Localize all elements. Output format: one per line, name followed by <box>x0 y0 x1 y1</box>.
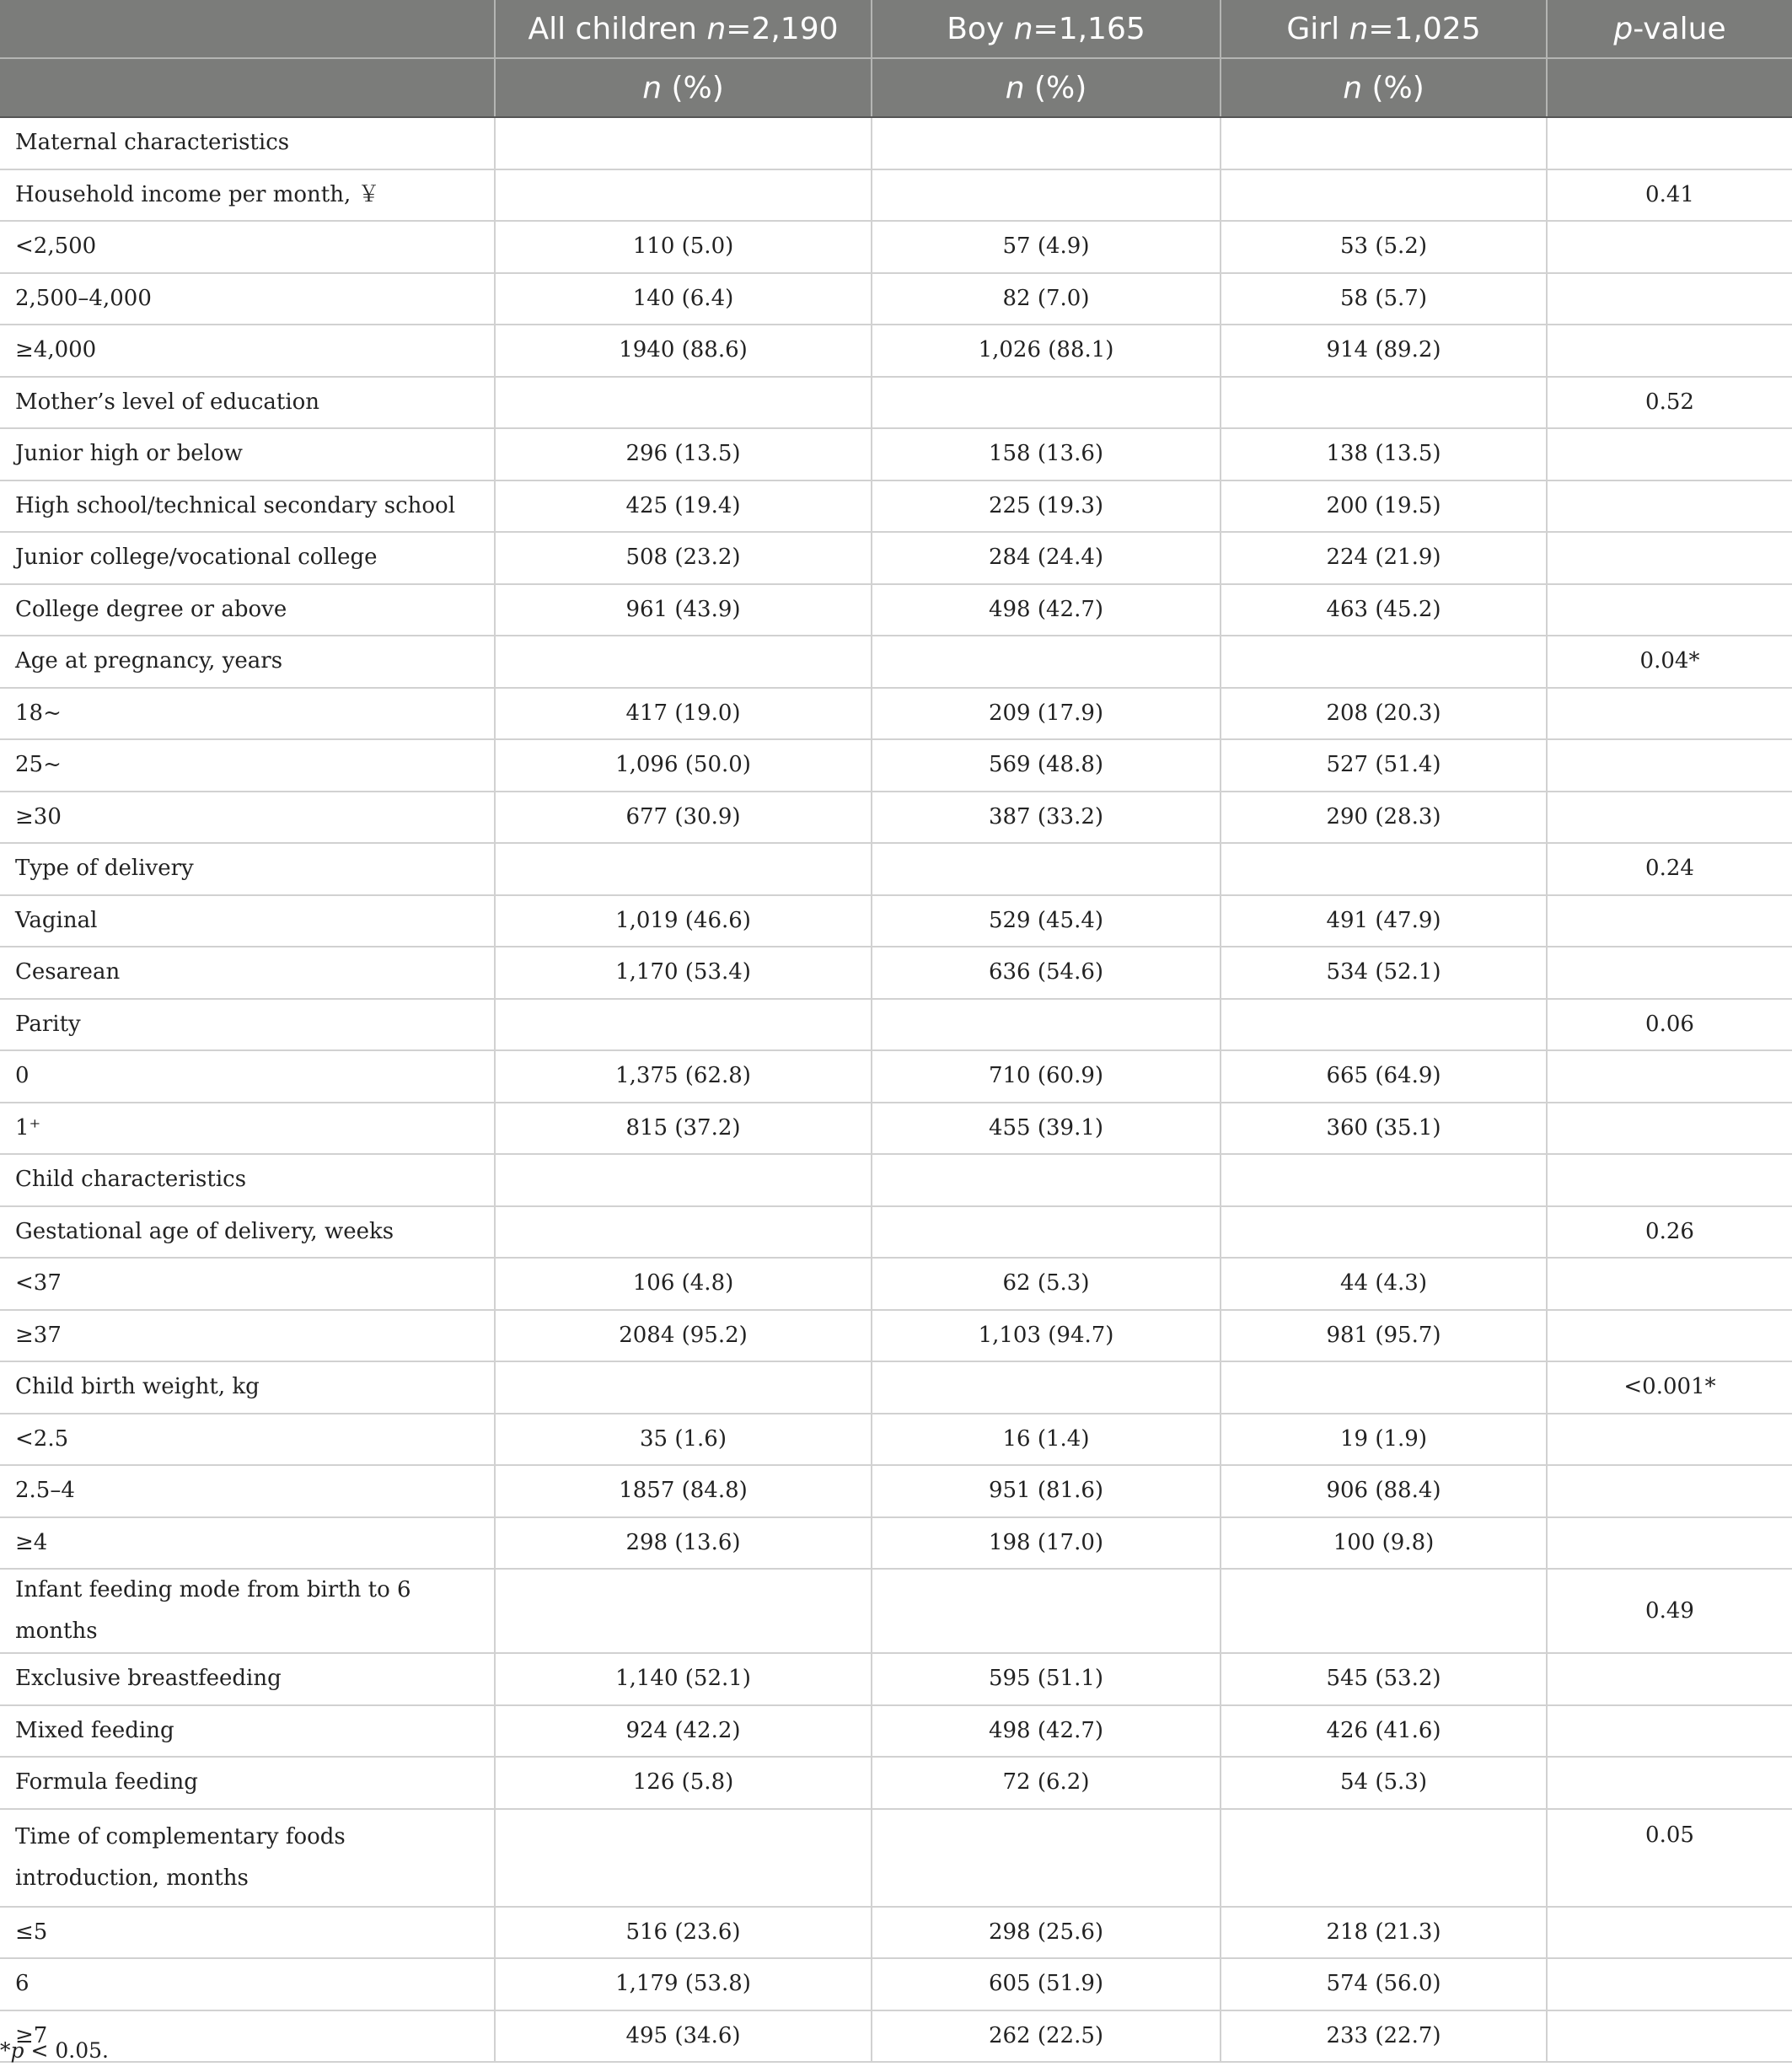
row-label: 6 <box>0 1958 495 2010</box>
subheader-boy-n-percent: n (%) <box>872 58 1221 117</box>
cell-all-children <box>495 1361 872 1414</box>
cell-p-value <box>1547 1310 1792 1362</box>
row-label: ≥30 <box>0 792 495 844</box>
row-label: 2.5–4 <box>0 1465 495 1517</box>
cell-all-children: 417 (19.0) <box>495 688 872 740</box>
cell-girl: 527 (51.4) <box>1221 739 1547 792</box>
cell-all-children: 1940 (88.6) <box>495 325 872 377</box>
cell-all-children: 516 (23.6) <box>495 1907 872 1959</box>
cell-boy: 284 (24.4) <box>872 532 1221 584</box>
table-row <box>0 1258 1792 1310</box>
row-label: 0 <box>0 1050 495 1103</box>
cell-all-children: 1857 (84.8) <box>495 1465 872 1517</box>
table-row <box>0 1154 1792 1206</box>
cell-all-children <box>495 843 872 895</box>
cell-girl: 218 (21.3) <box>1221 1907 1547 1959</box>
cell-p-value <box>1547 480 1792 533</box>
row-label: Mother’s level of education <box>0 377 495 429</box>
cell-boy <box>872 377 1221 429</box>
cell-p-value <box>1547 273 1792 325</box>
cell-boy: 298 (25.6) <box>872 1907 1221 1959</box>
cell-girl <box>1221 1569 1547 1653</box>
table-row <box>0 480 1792 533</box>
cell-p-value <box>1547 1958 1792 2010</box>
table-row <box>0 1310 1792 1362</box>
row-label: ≥4,000 <box>0 325 495 377</box>
row-label: Formula feeding <box>0 1757 495 1809</box>
header-label-blank <box>0 0 495 58</box>
cell-all-children: 106 (4.8) <box>495 1258 872 1310</box>
row-label: College degree or above <box>0 584 495 636</box>
row-label: 1⁺ <box>0 1103 495 1155</box>
cell-boy: 605 (51.9) <box>872 1958 1221 2010</box>
cell-boy: 16 (1.4) <box>872 1414 1221 1466</box>
cell-girl <box>1221 636 1547 688</box>
cell-all-children: 35 (1.6) <box>495 1414 872 1466</box>
cell-girl: 360 (35.1) <box>1221 1103 1547 1155</box>
row-label: Gestational age of delivery, weeks <box>0 1206 495 1259</box>
table-body <box>0 117 1792 2062</box>
header-girl: Girl n=1,025 <box>1221 0 1547 58</box>
cell-boy: 569 (48.8) <box>872 739 1221 792</box>
subheader-girl-n-percent: n (%) <box>1221 58 1547 117</box>
cell-boy <box>872 1569 1221 1653</box>
row-label: High school/technical secondary school <box>0 480 495 533</box>
row-label: Junior college/vocational college <box>0 532 495 584</box>
cell-all-children: 1,375 (62.8) <box>495 1050 872 1103</box>
cell-girl: 19 (1.9) <box>1221 1414 1547 1466</box>
header-row-2 <box>0 58 1792 117</box>
table-row <box>0 377 1792 429</box>
row-label: Household income per month, ￥ <box>0 169 495 222</box>
cell-p-value: 0.24 <box>1547 843 1792 895</box>
cell-girl: 290 (28.3) <box>1221 792 1547 844</box>
row-label: <2,500 <box>0 221 495 273</box>
row-label: ≤5 <box>0 1907 495 1959</box>
cell-girl: 534 (52.1) <box>1221 947 1547 999</box>
subheader-label-blank <box>0 58 495 117</box>
cell-girl <box>1221 1154 1547 1206</box>
cell-girl: 44 (4.3) <box>1221 1258 1547 1310</box>
cell-all-children: 126 (5.8) <box>495 1757 872 1809</box>
table-row <box>0 273 1792 325</box>
row-label: Exclusive breastfeeding <box>0 1653 495 1705</box>
cell-p-value <box>1547 1705 1792 1758</box>
cell-girl <box>1221 117 1547 169</box>
table-row <box>0 221 1792 273</box>
row-label: Child characteristics <box>0 1154 495 1206</box>
cell-all-children <box>495 636 872 688</box>
row-label: Infant feeding mode from birth to 6 months <box>0 1569 495 1653</box>
cell-girl: 545 (53.2) <box>1221 1653 1547 1705</box>
cell-p-value <box>1547 1517 1792 1570</box>
cell-girl <box>1221 1206 1547 1259</box>
cell-p-value <box>1547 1103 1792 1155</box>
cell-boy <box>872 117 1221 169</box>
table-row <box>0 1757 1792 1809</box>
cell-all-children: 508 (23.2) <box>495 532 872 584</box>
cell-boy: 529 (45.4) <box>872 895 1221 947</box>
cell-girl: 906 (88.4) <box>1221 1465 1547 1517</box>
footnote: *p < 0.05. <box>0 2038 109 2063</box>
cell-girl <box>1221 377 1547 429</box>
cell-boy <box>872 169 1221 222</box>
row-label: Vaginal <box>0 895 495 947</box>
cell-boy: 62 (5.3) <box>872 1258 1221 1310</box>
cell-boy: 262 (22.5) <box>872 2010 1221 2063</box>
cell-boy: 951 (81.6) <box>872 1465 1221 1517</box>
row-label: Mixed feeding <box>0 1705 495 1758</box>
row-label: <37 <box>0 1258 495 1310</box>
cell-all-children: 495 (34.6) <box>495 2010 872 2063</box>
cell-boy <box>872 999 1221 1051</box>
cell-boy: 209 (17.9) <box>872 688 1221 740</box>
cell-boy <box>872 1809 1221 1907</box>
cell-all-children <box>495 117 872 169</box>
cell-p-value <box>1547 1258 1792 1310</box>
table-row <box>0 1569 1792 1653</box>
cell-all-children: 1,019 (46.6) <box>495 895 872 947</box>
cell-girl: 54 (5.3) <box>1221 1757 1547 1809</box>
cell-p-value <box>1547 1465 1792 1517</box>
cell-all-children: 1,179 (53.8) <box>495 1958 872 2010</box>
cell-boy: 498 (42.7) <box>872 584 1221 636</box>
cell-p-value <box>1547 739 1792 792</box>
table-row <box>0 117 1792 169</box>
cell-p-value <box>1547 1653 1792 1705</box>
cell-girl <box>1221 1809 1547 1907</box>
cell-boy: 498 (42.7) <box>872 1705 1221 1758</box>
cell-girl: 53 (5.2) <box>1221 221 1547 273</box>
cell-girl: 138 (13.5) <box>1221 428 1547 480</box>
cell-all-children: 924 (42.2) <box>495 1705 872 1758</box>
row-label: Child birth weight, kg <box>0 1361 495 1414</box>
cell-p-value <box>1547 117 1792 169</box>
cell-boy: 710 (60.9) <box>872 1050 1221 1103</box>
cell-girl <box>1221 169 1547 222</box>
cell-all-children: 110 (5.0) <box>495 221 872 273</box>
row-label: Type of delivery <box>0 843 495 895</box>
table-row <box>0 636 1792 688</box>
cell-girl: 491 (47.9) <box>1221 895 1547 947</box>
table-row <box>0 1361 1792 1414</box>
table-row <box>0 1050 1792 1103</box>
cell-p-value <box>1547 221 1792 273</box>
table-row <box>0 1705 1792 1758</box>
cell-p-value <box>1547 1907 1792 1959</box>
cell-girl: 914 (89.2) <box>1221 325 1547 377</box>
cell-all-children: 425 (19.4) <box>495 480 872 533</box>
cell-p-value: 0.52 <box>1547 377 1792 429</box>
table-row <box>0 325 1792 377</box>
table-header <box>0 0 1792 117</box>
row-label: ≥37 <box>0 1310 495 1362</box>
cell-all-children: 140 (6.4) <box>495 273 872 325</box>
cell-p-value <box>1547 428 1792 480</box>
cell-girl <box>1221 999 1547 1051</box>
cell-boy: 636 (54.6) <box>872 947 1221 999</box>
row-label: Junior high or below <box>0 428 495 480</box>
subheader-p-blank <box>1547 58 1792 117</box>
header-boy: Boy n=1,165 <box>872 0 1221 58</box>
cell-all-children: 1,170 (53.4) <box>495 947 872 999</box>
cell-p-value: <0.001* <box>1547 1361 1792 1414</box>
row-label: Time of complementary foods introduction, months <box>0 1809 495 1907</box>
table-row <box>0 1958 1792 2010</box>
cell-girl: 463 (45.2) <box>1221 584 1547 636</box>
cell-all-children: 677 (30.9) <box>495 792 872 844</box>
cell-girl <box>1221 1361 1547 1414</box>
cell-boy: 1,026 (88.1) <box>872 325 1221 377</box>
cell-all-children: 961 (43.9) <box>495 584 872 636</box>
row-label: 2,500–4,000 <box>0 273 495 325</box>
table-row <box>0 1465 1792 1517</box>
cell-all-children <box>495 1154 872 1206</box>
cell-girl: 665 (64.9) <box>1221 1050 1547 1103</box>
cell-girl: 58 (5.7) <box>1221 273 1547 325</box>
cell-all-children <box>495 1809 872 1907</box>
cell-boy: 72 (6.2) <box>872 1757 1221 1809</box>
cell-p-value <box>1547 1154 1792 1206</box>
cell-p-value <box>1547 895 1792 947</box>
table-row <box>0 895 1792 947</box>
table-row <box>0 1653 1792 1705</box>
row-label: ≥4 <box>0 1517 495 1570</box>
cell-all-children: 296 (13.5) <box>495 428 872 480</box>
cell-boy: 1,103 (94.7) <box>872 1310 1221 1362</box>
cell-boy <box>872 636 1221 688</box>
cell-p-value: 0.41 <box>1547 169 1792 222</box>
row-label: 18~ <box>0 688 495 740</box>
table-row <box>0 2010 1792 2063</box>
header-p-value: p-value <box>1547 0 1792 58</box>
table-row <box>0 947 1792 999</box>
cell-all-children <box>495 377 872 429</box>
row-label: <2.5 <box>0 1414 495 1466</box>
cell-girl: 200 (19.5) <box>1221 480 1547 533</box>
cell-boy <box>872 1361 1221 1414</box>
table-row <box>0 1103 1792 1155</box>
table-row <box>0 843 1792 895</box>
cell-all-children <box>495 999 872 1051</box>
table-row <box>0 532 1792 584</box>
cell-p-value <box>1547 2010 1792 2063</box>
cell-boy <box>872 1206 1221 1259</box>
row-label: Cesarean <box>0 947 495 999</box>
cell-boy <box>872 1154 1221 1206</box>
cell-all-children: 1,096 (50.0) <box>495 739 872 792</box>
subheader-all-n-percent: n (%) <box>495 58 872 117</box>
cell-p-value <box>1547 1050 1792 1103</box>
cell-p-value <box>1547 1757 1792 1809</box>
cell-all-children: 2084 (95.2) <box>495 1310 872 1362</box>
table-row <box>0 1809 1792 1907</box>
cell-girl: 981 (95.7) <box>1221 1310 1547 1362</box>
cell-boy: 455 (39.1) <box>872 1103 1221 1155</box>
header-row-1 <box>0 0 1792 58</box>
cell-p-value: 0.49 <box>1547 1569 1792 1653</box>
row-label: ≥7 <box>0 2010 495 2063</box>
table-row <box>0 1907 1792 1959</box>
cell-all-children <box>495 169 872 222</box>
cell-all-children: 815 (37.2) <box>495 1103 872 1155</box>
table-row <box>0 1414 1792 1466</box>
cell-p-value: 0.06 <box>1547 999 1792 1051</box>
table-row <box>0 999 1792 1051</box>
cell-all-children <box>495 1569 872 1653</box>
table-row <box>0 792 1792 844</box>
table-row <box>0 584 1792 636</box>
cell-p-value <box>1547 947 1792 999</box>
cell-all-children: 1,140 (52.1) <box>495 1653 872 1705</box>
row-label: 25~ <box>0 739 495 792</box>
cell-boy: 387 (33.2) <box>872 792 1221 844</box>
cell-girl: 224 (21.9) <box>1221 532 1547 584</box>
row-label: Age at pregnancy, years <box>0 636 495 688</box>
table-row <box>0 1206 1792 1259</box>
table-row <box>0 688 1792 740</box>
table-row <box>0 739 1792 792</box>
cell-p-value: 0.04* <box>1547 636 1792 688</box>
cell-p-value <box>1547 532 1792 584</box>
row-label: Parity <box>0 999 495 1051</box>
table-row <box>0 428 1792 480</box>
cell-girl: 100 (9.8) <box>1221 1517 1547 1570</box>
cell-boy: 595 (51.1) <box>872 1653 1221 1705</box>
cell-girl: 233 (22.7) <box>1221 2010 1547 2063</box>
cell-p-value: 0.05 <box>1547 1809 1792 1907</box>
cell-p-value <box>1547 792 1792 844</box>
cell-boy: 198 (17.0) <box>872 1517 1221 1570</box>
cell-all-children: 298 (13.6) <box>495 1517 872 1570</box>
cell-all-children <box>495 1206 872 1259</box>
cell-girl <box>1221 843 1547 895</box>
cell-boy: 82 (7.0) <box>872 273 1221 325</box>
cell-boy: 225 (19.3) <box>872 480 1221 533</box>
cell-p-value <box>1547 584 1792 636</box>
cell-boy: 158 (13.6) <box>872 428 1221 480</box>
cell-p-value <box>1547 325 1792 377</box>
cell-girl: 426 (41.6) <box>1221 1705 1547 1758</box>
cell-girl: 574 (56.0) <box>1221 1958 1547 2010</box>
table-row <box>0 169 1792 222</box>
cell-p-value: 0.26 <box>1547 1206 1792 1259</box>
cell-p-value <box>1547 1414 1792 1466</box>
row-label: Maternal characteristics <box>0 117 495 169</box>
cell-boy <box>872 843 1221 895</box>
cell-girl: 208 (20.3) <box>1221 688 1547 740</box>
table-row <box>0 1517 1792 1570</box>
header-all-children: All children n=2,190 <box>495 0 872 58</box>
cell-p-value <box>1547 688 1792 740</box>
cell-boy: 57 (4.9) <box>872 221 1221 273</box>
